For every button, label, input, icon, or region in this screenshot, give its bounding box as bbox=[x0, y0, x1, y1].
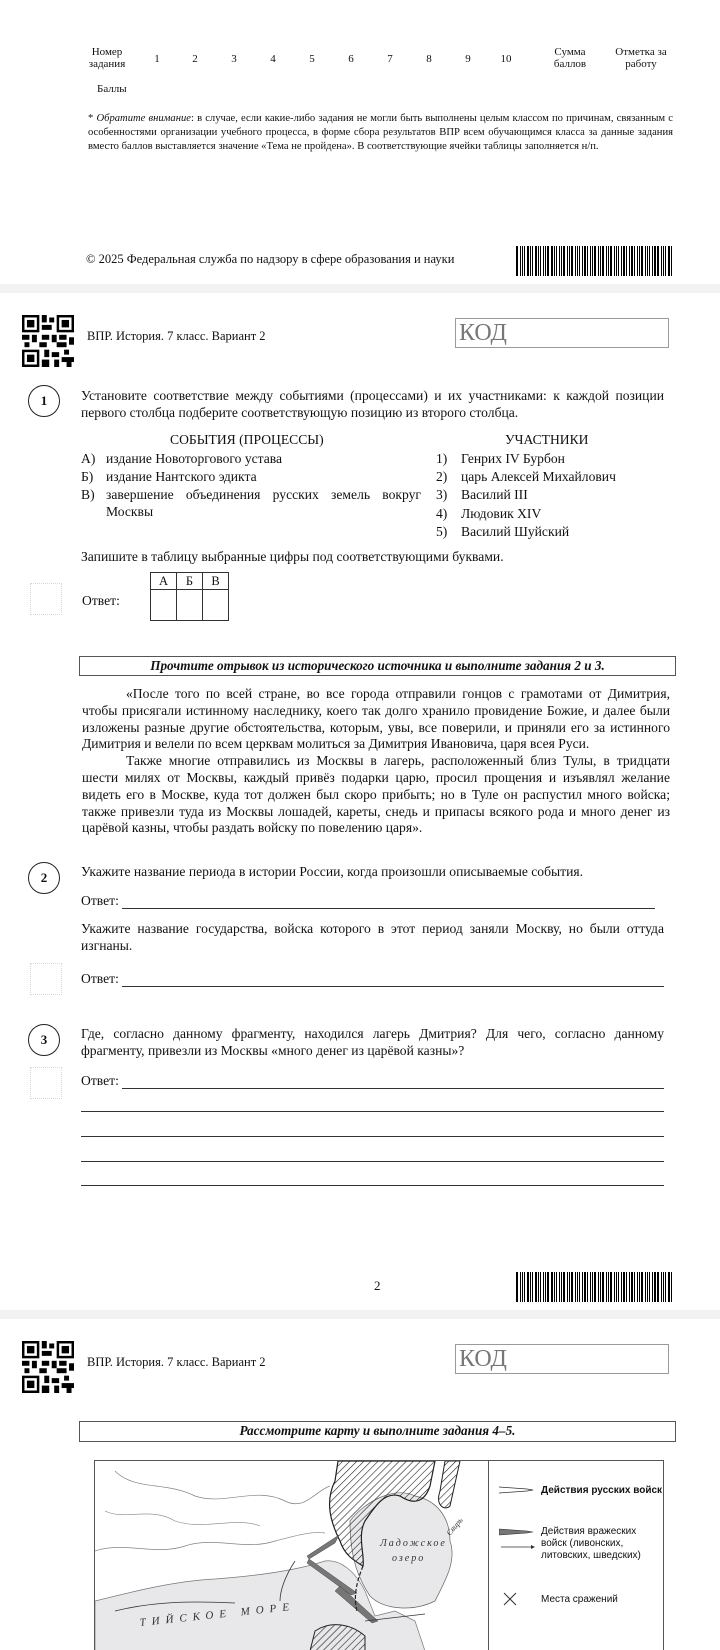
page-title: ВПР. История. 7 класс. Вариант 2 bbox=[87, 1355, 266, 1369]
event-item: А) издание Новоторгового устава bbox=[81, 451, 283, 466]
attention-note bbox=[88, 112, 673, 154]
task-number: 3 bbox=[231, 53, 237, 65]
legend-battles: Места сражений bbox=[541, 1594, 618, 1605]
passage-paragraph: «После того по всей стране, во все города отправили гонцов с грамотами от Димитрия, чтобы присягали истинному наследнику, коего так долго хранило провидение Божие, и далее были изложены разные другие обстоятельства, которым, увы, все поверили, и приняли его за истинного Димитрия и велели по всем церквам молиться за Димитрия Ивановича, царя всея Руси. bbox=[82, 686, 670, 752]
task-number: 5 bbox=[309, 53, 315, 65]
map-instruction-banner: Рассмотрите карту и выполните задания 4–5. bbox=[79, 1421, 676, 1442]
task3-question: Где, согласно данному фрагменту, находился лагерь Дмитрия? Для чего, согласно данному фрагменту, привезли из Москвы «много денег из царёвой казны»? bbox=[81, 1026, 664, 1058]
page-separator bbox=[0, 1310, 720, 1319]
participants-header: УЧАСТНИКИ bbox=[505, 432, 589, 447]
answer3-extra-line[interactable] bbox=[81, 1136, 664, 1137]
task-number: 7 bbox=[387, 53, 393, 65]
barcode-icon bbox=[516, 1272, 676, 1302]
task-number: 4 bbox=[270, 53, 276, 65]
page-separator bbox=[0, 284, 720, 293]
score-box bbox=[30, 963, 62, 995]
historical-map bbox=[94, 1460, 664, 1650]
historical-source-passage bbox=[82, 686, 670, 837]
task-number-label: Номер задания bbox=[88, 46, 126, 70]
qr-code-icon bbox=[22, 1341, 74, 1393]
score-box bbox=[30, 1067, 62, 1099]
task-number-badge: 1 bbox=[28, 385, 60, 417]
enemy-actions-arrow-icon bbox=[499, 1528, 535, 1536]
copyright-text: © 2025 Федеральная служба по надзору в сфере образования и науки bbox=[86, 252, 455, 266]
battle-cross-icon bbox=[503, 1592, 517, 1606]
note-emphasis: Обратите внимание bbox=[96, 113, 191, 124]
answer3-input[interactable] bbox=[122, 1077, 664, 1089]
answer3-extra-line[interactable] bbox=[81, 1161, 664, 1162]
lake-label-line2: озеро bbox=[392, 1553, 426, 1564]
sum-label: Сумма баллов bbox=[553, 46, 587, 70]
events-header: СОБЫТИЯ (ПРОЦЕССЫ) bbox=[170, 432, 324, 447]
score-box bbox=[30, 583, 62, 615]
participant-item: 1) Генрих IV Бурбон bbox=[436, 451, 565, 466]
answer3-field[interactable]: Ответ: bbox=[81, 1073, 664, 1089]
answer-cell-b[interactable] bbox=[177, 590, 203, 621]
sea-label: ТИЙСКОЕ МОРЕ bbox=[139, 1600, 296, 1629]
answer-label: Ответ: bbox=[82, 593, 120, 608]
code-field[interactable]: КОД bbox=[455, 318, 669, 348]
task-number: 8 bbox=[426, 53, 432, 65]
answer-table bbox=[150, 572, 229, 621]
task-number: 2 bbox=[192, 53, 198, 65]
page-number: 2 bbox=[374, 1278, 381, 1293]
participant-item: 2) царь Алексей Михайлович bbox=[436, 469, 616, 484]
code-field[interactable]: КОД bbox=[455, 1344, 669, 1374]
score-table-header bbox=[82, 46, 682, 76]
event-item: Б) издание Нантского эдикта bbox=[81, 469, 257, 484]
answer2-input[interactable] bbox=[122, 975, 664, 987]
answer-column-v: В bbox=[203, 573, 229, 590]
answer-cell-v[interactable] bbox=[203, 590, 229, 621]
qr-code-icon bbox=[22, 315, 74, 367]
legend-russian-actions: Действия русских войск bbox=[541, 1485, 663, 1496]
russian-actions-arrow-icon bbox=[499, 1486, 535, 1494]
task-number: 9 bbox=[465, 53, 471, 65]
map-drawing bbox=[95, 1461, 488, 1650]
task2-question2: Укажите название государства, войска которого в этот период заняли Москву, но были оттуда изгнаны. bbox=[81, 921, 664, 953]
participant-item: 4) Людовик XIV bbox=[436, 506, 542, 521]
map-legend bbox=[488, 1461, 664, 1650]
source-instruction-banner: Прочтите отрывок из исторического источника и выполните задания 2 и 3. bbox=[79, 656, 676, 676]
legend-enemy-actions: Действия вражеских войск (ливонских, литовских, шведских) bbox=[541, 1526, 641, 1561]
answer1-field[interactable]: Ответ: bbox=[81, 893, 655, 909]
answer1-input[interactable] bbox=[122, 897, 655, 909]
note-asterisk: * bbox=[88, 113, 97, 124]
answer-column-a: А bbox=[151, 573, 177, 590]
task1-instruction: Установите соответствие между событиями (процессами) и их участниками: к каждой позиции первого столбца подберите соответствующую позицию из второго столбца. bbox=[81, 388, 664, 420]
answer-column-b: Б bbox=[177, 573, 203, 590]
event-item: В) завершение объединения русских земель вокруг Москвы bbox=[81, 487, 421, 519]
task2-question1: Укажите название периода в истории России, когда произошли описываемые события. bbox=[81, 864, 584, 879]
answer3-extra-line[interactable] bbox=[81, 1185, 664, 1186]
passage-paragraph: Также многие отправились из Москвы в лагерь, расположенный близ Тулы, в тридцати шести милях от Москвы, каждый привёз подарки царю, просил прощения и изъявлял желание видеть его в Москве, куда тот должен был скоро прибыть; но в Туле он распустил много войска; также привезли туда из Москвы лошадей, кареты, снедь и припасы всякого рода и много денег из царёвой казны, чтобы раздать войску по повелению царя». bbox=[82, 753, 670, 836]
page-title: ВПР. История. 7 класс. Вариант 2 bbox=[87, 329, 266, 343]
task-number: 10 bbox=[500, 53, 512, 65]
participant-item: 3) Василий III bbox=[436, 487, 528, 502]
participant-item: 5) Василий Шуйский bbox=[436, 524, 570, 539]
note-body: : в случае, если какие-либо задания не могли быть выполнены целым классом по причинам, связанным с особенностями организации учебного процесса, в форме сбора результатов ВПР всем обучающимся класса за данные задания вместо баллов выставляется значение «Тема не пройдена». В соответствующие ячейки таблицы заполняется н/п. bbox=[88, 113, 673, 152]
barcode-icon bbox=[516, 246, 676, 276]
task-number-badge: 3 bbox=[28, 1024, 60, 1056]
answer3-extra-line[interactable] bbox=[81, 1111, 664, 1112]
answer-cell-a[interactable] bbox=[151, 590, 177, 621]
lake-label-line1: Ладожское bbox=[380, 1538, 447, 1549]
task-number: 6 bbox=[348, 53, 354, 65]
river-label: Свирь bbox=[444, 1515, 465, 1538]
mark-label: Отметка за работу bbox=[615, 46, 667, 70]
task-number-badge: 2 bbox=[28, 862, 60, 894]
enemy-small-arrow-icon bbox=[499, 1544, 535, 1550]
table-instruction: Запишите в таблицу выбранные цифры под соответствующими буквами. bbox=[81, 549, 504, 564]
answer2-field[interactable]: Ответ: bbox=[81, 971, 664, 987]
points-row-label: Баллы bbox=[97, 83, 127, 95]
task-number: 1 bbox=[154, 53, 160, 65]
